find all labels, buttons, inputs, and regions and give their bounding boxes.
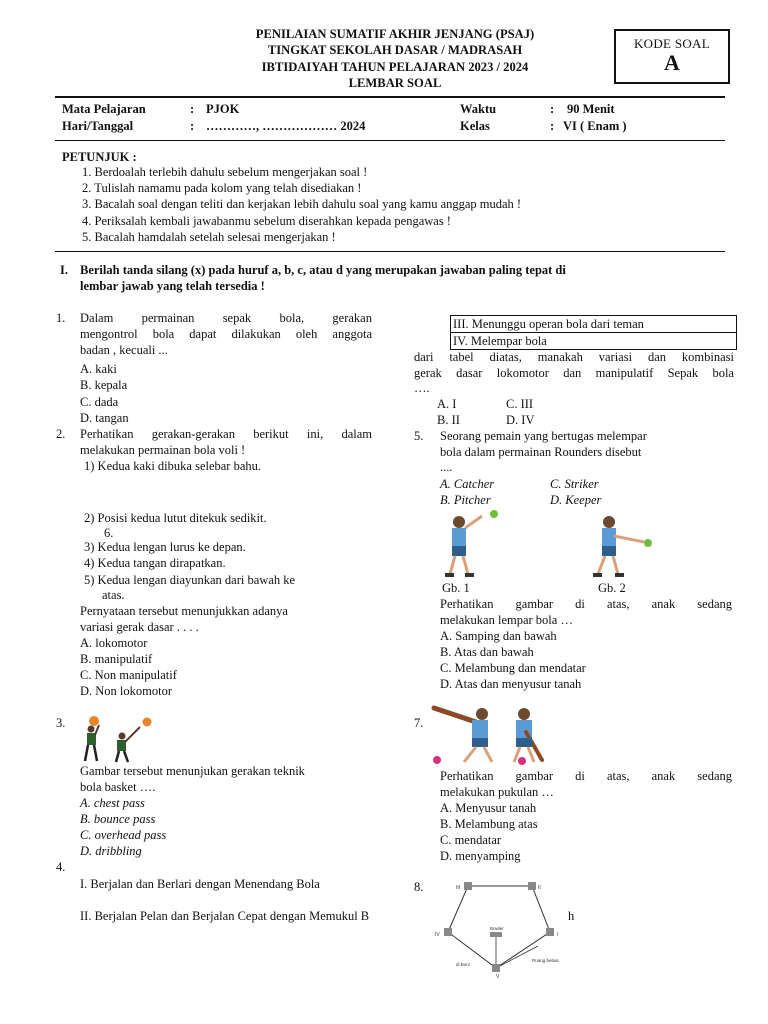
hari-label: Hari/Tanggal: [62, 119, 134, 133]
hari-colon: :: [190, 119, 195, 133]
q3-text: Gambar tersebut menunjukan gerakan teknik: [80, 764, 305, 778]
q5-number: 5.: [414, 429, 424, 443]
q5-option-c[interactable]: C. Striker: [550, 477, 599, 491]
petunjuk-item: 4. Periksalah kembali jawabanmu sebelum diserahkan kepada pengawas !: [82, 214, 451, 228]
q5-text: ....: [440, 460, 453, 474]
petunjuk-item: 1. Berdoalah terlebih dahulu sebelum mengerjakan soal !: [82, 165, 368, 179]
q3-option-c[interactable]: C. overhead pass: [80, 828, 167, 842]
q5-option-a[interactable]: A. Catcher: [440, 477, 495, 491]
q4-text: gerak dasar lokomotor dan manipulatif Sepak bola: [414, 366, 734, 380]
q4-item: I. Berjalan dan Berlari dengan Menendang Bola: [80, 877, 320, 891]
header-title-4: LEMBAR SOAL: [348, 76, 442, 90]
q1-option-a[interactable]: A. kaki: [80, 362, 117, 376]
section-number: I.: [60, 263, 68, 277]
rounders-field-diagram: [428, 880, 578, 980]
q4-table-row: IV. Melempar bola: [451, 333, 737, 350]
q1-option-b[interactable]: B. kepala: [80, 378, 128, 392]
q2-text: variasi gerak dasar . . . .: [80, 620, 199, 634]
q4-table-row: III. Menunggu operan bola dari teman: [451, 316, 737, 333]
q2-text: Perhatikan gerakan-gerakan berikut ini, dalam: [80, 427, 372, 441]
q1-text: mengontrol bola dapat dilakukan oleh anggota: [80, 327, 372, 341]
q8-number: 8.: [414, 880, 424, 894]
q4-text: dari tabel diatas, manakah variasi dan kombinasi: [414, 350, 734, 364]
basketball-pass-illustration: [78, 712, 158, 764]
header-title-3: IBTIDAIYAH TAHUN PELAJARAN 2023 / 2024: [261, 60, 529, 74]
q7-text: melakukan pukulan …: [440, 785, 554, 799]
kode-soal-value: A: [664, 50, 680, 75]
q1-option-d[interactable]: D. tangan: [80, 411, 129, 425]
q4-option-a[interactable]: A. I: [437, 397, 457, 411]
section-instruction-2: lembar jawab yang telah tersedia !: [80, 279, 265, 293]
q4-item-tail: h: [568, 909, 575, 923]
q6-text: melakukan lempar bola …: [440, 613, 573, 627]
info-divider: [55, 140, 725, 141]
field-label-v: V: [496, 974, 500, 980]
q4-option-d[interactable]: D. IV: [506, 413, 535, 427]
field-label-ruang: Ruang bebas: [532, 958, 559, 963]
q7-text: Perhatikan gambar di atas, anak sedang: [440, 769, 732, 783]
waktu-label: Waktu: [460, 102, 497, 116]
field-label-iii: III: [456, 885, 461, 891]
q4-number: 4.: [56, 860, 66, 874]
q5-option-b[interactable]: B. Pitcher: [440, 493, 491, 507]
q2-option-a[interactable]: A. lokomotor: [80, 636, 148, 650]
q7-option-d[interactable]: D. menyamping: [440, 849, 521, 863]
q3-text: bola basket ….: [80, 780, 156, 794]
kelas-label: Kelas: [460, 119, 490, 133]
mapel-value: PJOK: [206, 102, 240, 116]
waktu-colon: :: [550, 102, 555, 116]
q4-item: II. Berjalan Pelan dan Berjalan Cepat dengan Memukul B: [80, 909, 370, 923]
q2-option-b[interactable]: B. manipulatif: [80, 652, 153, 666]
q4-text: ….: [414, 381, 430, 395]
kode-soal-label: KODE SOAL: [633, 36, 710, 51]
q6-caption-1: Gb. 1: [442, 581, 470, 595]
q2-statement: 6.: [104, 526, 114, 540]
q7-option-b[interactable]: B. Melambung atas: [440, 817, 538, 831]
q1-text: badan , kecuali ...: [80, 343, 168, 357]
kode-soal-box: [614, 29, 730, 84]
petunjuk-item: 2. Tulislah namamu pada kolom yang telah disediakan !: [82, 181, 362, 195]
q2-statement: atas.: [102, 588, 125, 602]
q1-text: Dalam permainan sepak bola, gerakan: [80, 311, 372, 325]
section-instruction: Berilah tanda silang (x) pada huruf a, b, c, atau d yang merupakan jawaban paling tepat di: [80, 263, 566, 277]
q7-option-c[interactable]: C. mendatar: [440, 833, 502, 847]
waktu-value: 90 Menit: [567, 102, 615, 116]
q2-text: melakukan permainan bola voli !: [80, 443, 246, 457]
q6-text: Perhatikan gambar di atas, anak sedang: [440, 597, 732, 611]
q6-option-a[interactable]: A. Samping dan bawah: [440, 629, 557, 643]
q5-text: Seorang pemain yang bertugas melempar: [440, 429, 647, 443]
q6-caption-2: Gb. 2: [598, 581, 626, 595]
petunjuk-divider: [55, 251, 725, 252]
throw-figure-2: [578, 506, 658, 580]
petunjuk-title: PETUNJUK :: [62, 150, 137, 164]
q2-option-d[interactable]: D. Non lokomotor: [80, 684, 173, 698]
mapel-label: Mata Pelajaran: [62, 102, 146, 116]
q2-statement: 1) Kedua kaki dibuka selebar bahu.: [84, 459, 262, 473]
mapel-colon: :: [190, 102, 195, 116]
field-label-bon: di Boni: [456, 962, 470, 967]
header-title-1: PENILAIAN SUMATIF AKHIR JENJANG (PSAJ): [255, 27, 535, 41]
q5-option-d[interactable]: D. Keeper: [550, 493, 602, 507]
q3-option-a[interactable]: A. chest pass: [80, 796, 145, 810]
q4-option-c[interactable]: C. III: [506, 397, 534, 411]
field-label-iv: IV: [435, 932, 440, 938]
petunjuk-item: 5. Bacalah hamdalah setelah selesai mengerjakan !: [82, 230, 336, 244]
q2-text: Pernyataan tersebut menunjukkan adanya: [80, 604, 288, 618]
q6-option-c[interactable]: C. Melambung dan mendatar: [440, 661, 586, 675]
petunjuk-item: 3. Bacalah soal dengan teliti dan kerjakan lebih dahulu soal yang kamu anggap mudah !: [82, 197, 522, 211]
q2-statement: 3) Kedua lengan lurus ke depan.: [84, 540, 246, 554]
q2-option-c[interactable]: C. Non manipulatif: [80, 668, 177, 682]
header-title-2: TINGKAT SEKOLAH DASAR / MADRASAH: [267, 43, 523, 57]
header-divider: [55, 96, 725, 98]
q7-number: 7.: [414, 716, 424, 730]
kelas-colon: :: [550, 119, 555, 133]
q1-number: 1.: [56, 311, 66, 325]
batting-illustration: [430, 700, 585, 768]
q2-statement: 5) Kedua lengan diayunkan dari bawah ke: [84, 573, 296, 587]
hari-value: …………, ……………… 2024: [206, 119, 366, 133]
field-label-ii: II: [538, 885, 541, 891]
kelas-value: VI ( Enam ): [563, 119, 627, 133]
q5-text: bola dalam permainan Rounders disebut: [440, 445, 642, 459]
q3-option-b[interactable]: B. bounce pass: [80, 812, 156, 826]
q6-option-b[interactable]: B. Atas dan bawah: [440, 645, 534, 659]
q2-statement: 2) Posisi kedua lutut ditekuk sedikit.: [84, 511, 267, 525]
q4-option-b[interactable]: B. II: [437, 413, 460, 427]
field-label-i: I: [557, 932, 559, 938]
field-label-bowler: Bowler: [490, 926, 504, 931]
q2-statement: 4) Kedua tangan dirapatkan.: [84, 556, 226, 570]
throw-figure-1: [432, 506, 512, 580]
q1-option-c[interactable]: C. dada: [80, 395, 119, 409]
q4-table: [450, 315, 737, 350]
q6-option-d[interactable]: D. Atas dan menyusur tanah: [440, 677, 582, 691]
q7-option-a[interactable]: A. Menyusur tanah: [440, 801, 537, 815]
q3-number: 3.: [56, 716, 66, 730]
q2-number: 2.: [56, 427, 66, 441]
q3-option-d[interactable]: D. dribbling: [80, 844, 142, 858]
